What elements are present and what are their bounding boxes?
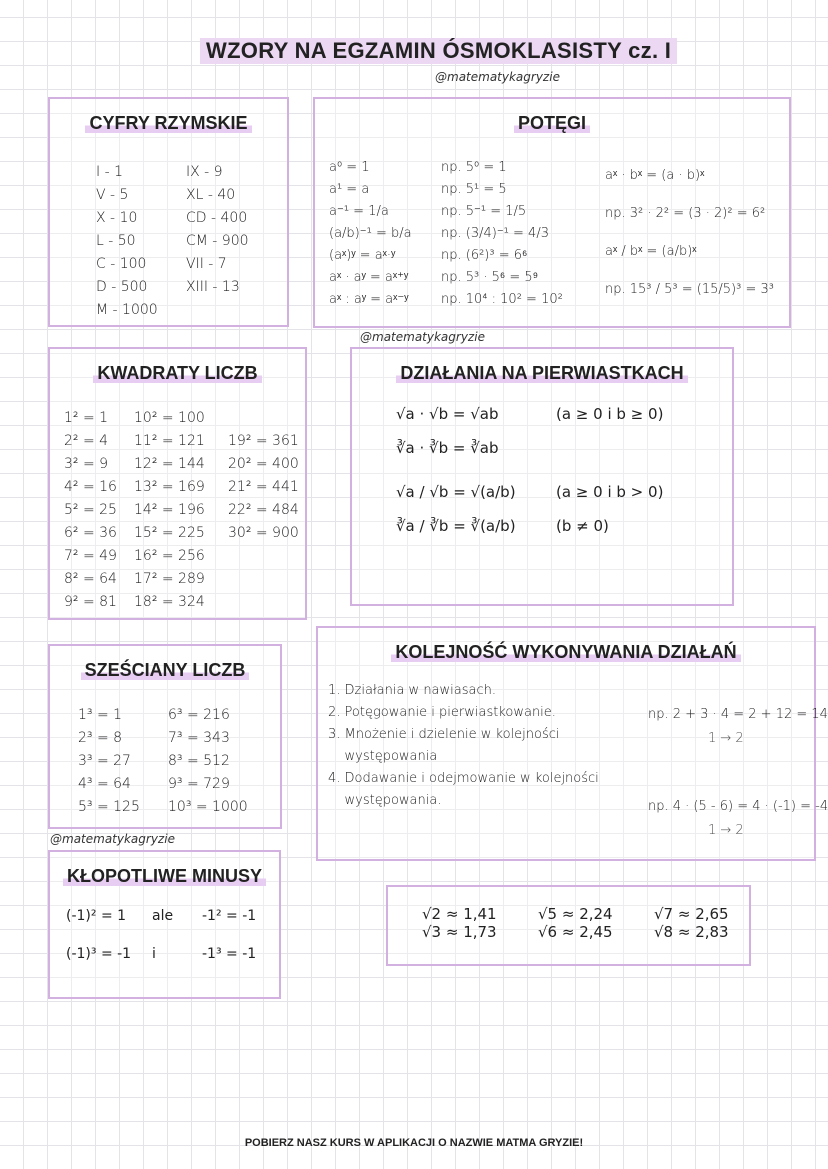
square-item: 12² = 144: [134, 456, 205, 472]
square-item: 15² = 225: [134, 525, 205, 541]
order-step: występowania.: [328, 793, 442, 808]
root-formula: ∛a / ∛b = ∛(a/b): [396, 517, 516, 535]
power-rule: np. 3² · 2² = (3 · 2)² = 6²: [605, 206, 766, 221]
order-step: 3. Mnożenie i dzielenie w kolejności: [328, 727, 560, 742]
section-title: POTĘGI: [514, 113, 590, 133]
root-condition: (b ≠ 0): [556, 517, 609, 535]
cubes-col-1: [78, 704, 140, 819]
cube-item: 7³ = 343: [168, 730, 230, 746]
power-rule: a¹ = a: [329, 182, 370, 197]
root-value: √6 ≈ 2,45: [538, 923, 613, 941]
cube-item: 9³ = 729: [168, 776, 230, 792]
square-item: 19² = 361: [228, 433, 299, 449]
roman-item: M - 1000: [96, 302, 158, 318]
square-item: 22² = 484: [228, 502, 299, 518]
root-values-row: [422, 905, 730, 923]
root-value: √3 ≈ 1,73: [422, 923, 497, 941]
section-title: KOLEJNOŚĆ WYKONYWANIA DZIAŁAŃ: [391, 642, 740, 662]
square-item: 8² = 64: [64, 571, 117, 587]
roman-col-1: [96, 161, 158, 322]
example-2: np. 4 · (5 - 6) = 4 · (-1) = -4: [648, 799, 828, 814]
powers-col-1: [329, 157, 412, 311]
root-value: √7 ≈ 2,65: [654, 905, 729, 923]
cube-item: 4³ = 64: [78, 776, 131, 792]
power-example: np. 5⁰ = 1: [441, 160, 507, 175]
squares-col-1: [64, 407, 117, 614]
roman-item: XIII - 13: [186, 279, 240, 295]
square-item: 7² = 49: [64, 548, 117, 564]
root-formula: √a · √b = √ab: [396, 405, 499, 423]
order-steps: [328, 680, 599, 812]
watermark: @matematykagryzie: [50, 832, 175, 846]
squares-col-3: [228, 430, 299, 545]
roots-operations-box: [350, 347, 734, 606]
order-step: występowania: [328, 749, 438, 764]
section-title: KWADRATY LICZB: [93, 363, 261, 383]
root-rule-row: [396, 405, 722, 429]
square-item: 18² = 324: [134, 594, 205, 610]
square-item: 13² = 169: [134, 479, 205, 495]
order-step: 1. Działania w nawiasach.: [328, 683, 496, 698]
roman-item: CM - 900: [186, 233, 249, 249]
power-example: np. 5⁻¹ = 1/5: [441, 204, 527, 219]
power-rule: a⁰ = 1: [329, 160, 370, 175]
power-rule: np. 15³ / 5³ = (15/5)³ = 3³: [605, 282, 774, 297]
order-step: 2. Potęgowanie i pierwiastkowanie.: [328, 705, 556, 720]
cube-item: 10³ = 1000: [168, 799, 248, 815]
squares-box: [48, 347, 307, 620]
square-item: 10² = 100: [134, 410, 205, 426]
example-1: np. 2 + 3 · 4 = 2 + 12 = 14: [648, 707, 828, 722]
cube-item: 1³ = 1: [78, 707, 123, 723]
powers-box: [313, 97, 791, 328]
roman-item: IX - 9: [186, 164, 223, 180]
power-rule: (aˣ)ʸ = aˣ·ʸ: [329, 248, 396, 263]
cube-item: 2³ = 8: [78, 730, 123, 746]
root-rule-row: [396, 439, 722, 483]
section-title: DZIAŁANIA NA PIERWIASTKACH: [396, 363, 687, 383]
root-condition: (a ≥ 0 i b > 0): [556, 483, 664, 501]
roman-item: D - 500: [96, 279, 148, 295]
power-example: np. 10⁴ : 10² = 10²: [441, 292, 563, 307]
minus-connector: ale: [152, 908, 174, 924]
cubes-box: [48, 644, 282, 829]
minus-left: (-1)² = 1: [66, 908, 127, 924]
roman-numerals-box: [48, 97, 289, 327]
square-item: 5² = 25: [64, 502, 117, 518]
example-1-steps: 1 → 2: [708, 731, 744, 746]
powers-col-2: [441, 157, 563, 311]
square-item: 2² = 4: [64, 433, 109, 449]
powers-col-3: [605, 157, 774, 309]
root-value: √2 ≈ 1,41: [422, 905, 497, 923]
root-value: √8 ≈ 2,83: [654, 923, 729, 941]
power-rule: aˣ / bˣ = (a/b)ˣ: [605, 244, 697, 259]
power-rule: (a/b)⁻¹ = b/a: [329, 226, 412, 241]
minus-row: [66, 946, 271, 962]
power-example: np. (3/4)⁻¹ = 4/3: [441, 226, 549, 241]
square-item: 14² = 196: [134, 502, 205, 518]
root-formula: ∛a · ∛b = ∛ab: [396, 439, 499, 457]
square-item: 9² = 81: [64, 594, 117, 610]
root-values-row: [422, 923, 730, 941]
roman-item: VII - 7: [186, 256, 227, 272]
minus-right: -1² = -1: [202, 908, 257, 924]
roman-item: C - 100: [96, 256, 147, 272]
section-title: KŁOPOTLIWE MINUSY: [63, 866, 266, 886]
order-step: 4. Dodawanie i odejmowanie w kolejności: [328, 771, 599, 786]
watermark: @matematykagryzie: [435, 70, 560, 84]
root-formula: √a / √b = √(a/b): [396, 483, 516, 501]
power-example: np. (6²)³ = 6⁶: [441, 248, 528, 263]
power-example: np. 5³ · 5⁶ = 5⁹: [441, 270, 539, 285]
power-rule: a⁻¹ = 1/a: [329, 204, 389, 219]
minus-connector: i: [152, 946, 156, 962]
minus-row: [66, 908, 271, 924]
page-title: WZORY NA EGZAMIN ÓSMOKLASISTY cz. I: [200, 38, 677, 64]
section-title: CYFRY RZYMSKIE: [85, 113, 251, 133]
square-item: 20² = 400: [228, 456, 299, 472]
root-rule-row: [396, 483, 722, 507]
square-item: 6² = 36: [64, 525, 117, 541]
order-of-operations-box: [316, 626, 828, 861]
square-item: 11² = 121: [134, 433, 205, 449]
power-rule: aˣ : aʸ = aˣ⁻ʸ: [329, 292, 409, 307]
square-item: 30² = 900: [228, 525, 299, 541]
power-rule: aˣ · bˣ = (a · b)ˣ: [605, 168, 705, 183]
cube-item: 5³ = 125: [78, 799, 140, 815]
square-item: 21² = 441: [228, 479, 299, 495]
power-example: np. 5¹ = 5: [441, 182, 507, 197]
square-item: 1² = 1: [64, 410, 109, 426]
watermark: @matematykagryzie: [360, 330, 485, 344]
cube-item: 6³ = 216: [168, 707, 230, 723]
roots-rules: [396, 405, 722, 551]
roman-item: XL - 40: [186, 187, 236, 203]
roman-item: CD - 400: [186, 210, 248, 226]
minuses-rows: [66, 908, 271, 984]
square-item: 16² = 256: [134, 548, 205, 564]
root-rule-row: [396, 517, 722, 541]
root-condition: (a ≥ 0 i b ≥ 0): [556, 405, 664, 423]
roman-col-2: [186, 161, 249, 299]
root-values-box: [386, 885, 751, 966]
square-item: 4² = 16: [64, 479, 117, 495]
power-rule: aˣ · aʸ = aˣ⁺ʸ: [329, 270, 409, 285]
minus-left: (-1)³ = -1: [66, 946, 132, 962]
section-title: SZEŚCIANY LICZB: [81, 660, 250, 680]
cube-item: 8³ = 512: [168, 753, 230, 769]
roman-item: V - 5: [96, 187, 129, 203]
root-values: [422, 905, 730, 941]
minus-right: -1³ = -1: [202, 946, 257, 962]
square-item: 3² = 9: [64, 456, 109, 472]
roman-item: X - 10: [96, 210, 138, 226]
cubes-col-2: [168, 704, 248, 819]
roman-item: L - 50: [96, 233, 136, 249]
squares-col-2: [134, 407, 205, 614]
roman-item: I - 1: [96, 164, 123, 180]
cube-item: 3³ = 27: [78, 753, 131, 769]
footer-text: POBIERZ NASZ KURS W APLIKACJI O NAZWIE MATMA GRYZIE!: [244, 1137, 584, 1149]
example-2-steps: 1 → 2: [708, 823, 744, 838]
square-item: 17² = 289: [134, 571, 205, 587]
root-value: √5 ≈ 2,24: [538, 905, 613, 923]
tricky-minuses-box: [48, 850, 281, 999]
